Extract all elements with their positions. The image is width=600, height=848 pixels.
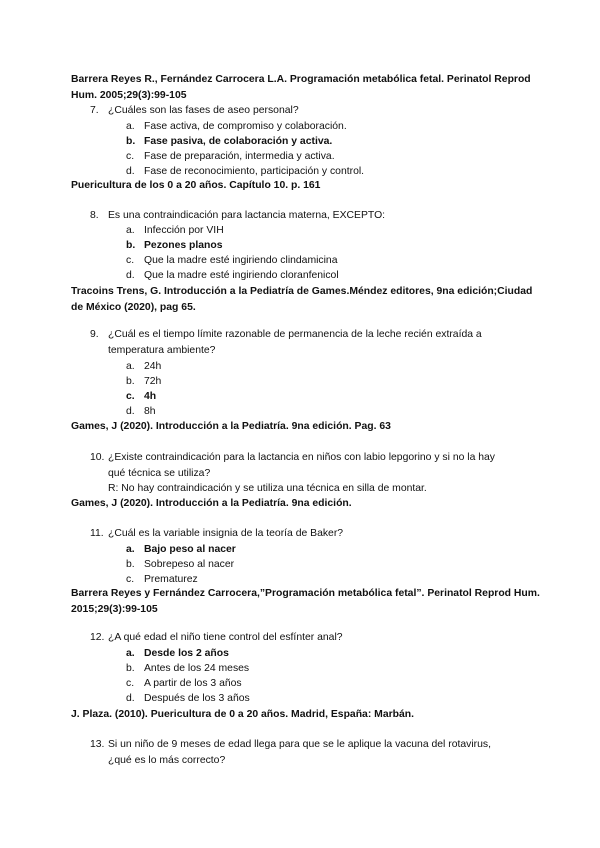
option: d. 8h [126,406,156,417]
question-text: ¿Cuál es el tiempo límite razonable de permanencia de la leche recién extraída a [108,329,482,340]
reference-5: Games, J (2020). Introducción a la Pediatría. 9na edición. [71,498,352,509]
question-13 [90,737,530,769]
question-10 [90,450,530,482]
question-number: 10. [90,452,105,463]
reference-3: Tracoins Trens, G. Introducción a la Pediatría de Games.Méndez editores, 9na edición;Ciudad de México (2020), pag 65. [71,286,533,313]
option: d. Que la madre esté ingiriendo cloranfenicol [126,270,339,281]
option: c. Prematurez [126,574,198,585]
option-correct: a. Bajo peso al nacer [126,544,236,555]
question-number: 7. [90,105,99,116]
option-correct: b. Pezones planos [126,240,223,251]
reference-7: J. Plaza. (2010). Puericultura de 0 a 20 años. Madrid, España: Marbán. [71,709,415,720]
question-number: 9. [90,329,99,340]
option: d. Después de los 3 años [126,693,250,704]
reference-4: Games, J (2020). Introducción a la Pediatría. 9na edición. Pag. 63 [71,421,391,432]
reference-2: Puericultura de los 0 a 20 años. Capítulo 10. p. 161 [71,180,321,191]
question-12 [90,630,530,646]
question-8 [90,208,530,224]
question-9 [90,327,530,359]
question-text-cont: ¿qué es lo más correcto? [108,755,226,766]
option: d. Fase de reconocimiento, participación y control. [126,166,365,177]
option: c. Que la madre esté ingiriendo clindamicina [126,255,338,266]
question-11-options [126,542,236,587]
reference-1: Barrera Reyes R., Fernández Carrocera L.A. Programación metabólica fetal. Perinatol Reprod Hum. 2005;29(3):99-105 [71,74,531,101]
option: b. Sobrepeso al nacer [126,559,235,570]
question-text: ¿A qué edad el niño tiene control del esfínter anal? [108,632,343,643]
option: a. Infección por VIH [126,225,224,236]
option-correct: a. Desde los 2 años [126,648,229,659]
option: b. 72h [126,376,162,387]
question-text-cont: temperatura ambiente? [108,345,216,356]
option-correct: c. 4h [126,391,157,402]
question-number: 12. [90,632,105,643]
question-text-cont: qué técnica se utiliza? [108,468,211,479]
option: c. Fase de preparación, intermedia y activa. [126,151,335,162]
option: a. Fase activa, de compromiso y colaboración. [126,121,347,132]
question-number: 13. [90,739,105,750]
question-7-options [126,119,364,179]
answer-10: R: No hay contraindicación y se utiliza una técnica en silla de montar. [108,483,427,494]
question-8-options [126,223,339,283]
option: c. A partir de los 3 años [126,678,242,689]
reference-6: Barrera Reyes y Fernández Carrocera,”Programación metabólica fetal”. Perinatol Reprod Hum. 2015;29(3):99-105 [71,588,540,615]
question-text: ¿Cuál es la variable insignia de la teoría de Baker? [108,528,344,539]
question-11 [90,526,530,542]
question-number: 11. [90,528,104,539]
option-correct: b. Fase pasiva, de colaboración y activa. [126,136,333,147]
option: a. 24h [126,361,162,372]
option: b. Antes de los 24 meses [126,663,250,674]
question-number: 8. [90,210,99,221]
question-text: Es una contraindicación para lactancia materna, EXCEPTO: [108,210,386,221]
question-12-options [126,646,250,706]
question-7 [90,103,530,119]
question-text: Si un niño de 9 meses de edad llega para que se le aplique la vacuna del rotavirus, [108,739,491,750]
question-9-options [126,359,161,419]
question-text: ¿Existe contraindicación para la lactancia en niños con labio lepgorino y si no la hay [108,452,495,463]
question-text: ¿Cuáles son las fases de aseo personal? [108,105,299,116]
